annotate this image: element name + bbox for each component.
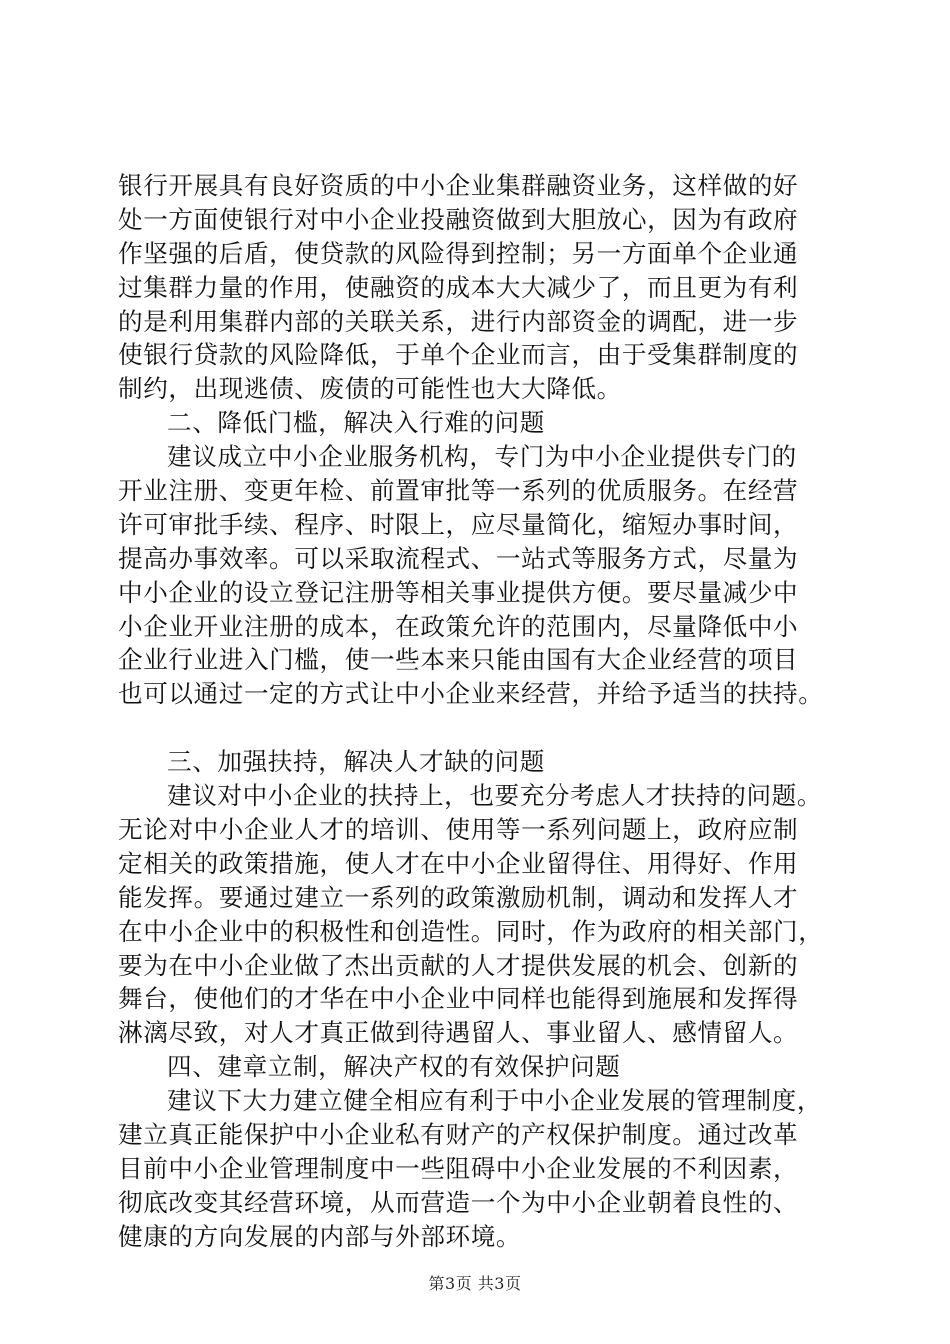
text-line: 无论对中小企业人才的培训、使用等一系列问题上，政府应制 <box>118 815 799 845</box>
text-line: 建议成立中小企业服务机构，专门为中小企业提供专门的 <box>167 442 797 472</box>
text-line: 作坚强的后盾，使贷款的风险得到控制；另一方面单个企业通 <box>118 238 799 268</box>
text-line: 彻底改变其经营环境，从而营造一个为中小企业朝着良性的、 <box>118 1187 799 1217</box>
text-line: 处一方面使银行对中小企业投融资做到大胆放心，因为有政府 <box>118 204 799 234</box>
text-line: 企业行业进入门槛，使一些本来只能由国有大企业经营的项目 <box>118 645 799 675</box>
section-heading-lower-threshold: 二、降低门槛，解决入行难的问题 <box>167 408 545 438</box>
text-line: 提高办事效率。可以采取流程式、一站式等服务方式，尽量为 <box>118 543 799 573</box>
text-line: 使银行贷款的风险降低，于单个企业而言，由于受集群制度的 <box>118 340 799 370</box>
text-line: 在中小企业中的积极性和创造性。同时，作为政府的相关部门， <box>118 916 824 946</box>
text-line: 建立真正能保护中小企业私有财产的产权保护制度。通过改革 <box>118 1120 799 1150</box>
text-line: 银行开展具有良好资质的中小企业集群融资业务，这样做的好 <box>118 171 799 200</box>
paragraph-spacer <box>118 711 838 745</box>
section-heading-property-protection: 四、建章立制，解决产权的有效保护问题 <box>167 1052 621 1082</box>
text-line: 能发挥。要通过建立一系列的政策激励机制，调动和发挥人才 <box>118 882 799 912</box>
text-line: 建议下大力建立健全相应有利于中小企业发展的管理制度， <box>167 1086 823 1116</box>
document-body <box>118 169 838 1254</box>
text-line: 要为在中小企业做了杰出贡献的人才提供发展的机会、创新的 <box>118 950 799 980</box>
text-line: 开业注册、变更年检、前置审批等一系列的优质服务。在经营 <box>118 476 799 506</box>
paragraph-service-agency <box>118 440 838 711</box>
text-line: 建议对中小企业的扶持上，也要充分考虑人才扶持的问题。 <box>167 781 823 811</box>
text-line: 也可以通过一定的方式让中小企业来经营，并给予适当的扶持。 <box>118 679 824 709</box>
text-line: 过集群力量的作用，使融资的成本大大减少了，而且更为有利 <box>118 272 799 302</box>
text-line: 目前中小企业管理制度中一些阻碍中小企业发展的不利因素， <box>118 1153 799 1183</box>
text-line: 健康的方向发展的内部与外部环境。 <box>118 1221 522 1251</box>
text-line: 舞台，使他们的才华在中小企业中同样也能得到施展和发挥得 <box>118 984 799 1014</box>
page-footer <box>0 1274 950 1294</box>
text-line: 中小企业的设立登记注册等相关事业提供方便。要尽量减少中 <box>118 577 799 607</box>
text-line: 小企业开业注册的成本，在政策允许的范围内，尽量降低中小 <box>118 611 799 641</box>
paragraph-property-protection <box>118 1084 838 1253</box>
text-line: 的是利用集群内部的关联关系，进行内部资金的调配，进一步 <box>118 306 799 336</box>
paragraph-talent-support <box>118 779 838 1050</box>
text-line: 定相关的政策措施，使人才在中小企业留得住、用得好、作用 <box>118 848 799 878</box>
section-heading-talent-support: 三、加强扶持，解决人才缺的问题 <box>167 747 545 777</box>
text-line: 制约，出现逃债、废债的可能性也大大降低。 <box>118 374 622 404</box>
text-line: 淋漓尽致，对人才真正做到待遇留人、事业留人、感情留人。 <box>118 1018 799 1048</box>
text-line: 许可审批手续、程序、时限上，应尽量简化，缩短办事时间， <box>118 509 799 539</box>
page-number: 第3页 共3页 <box>428 1274 522 1293</box>
paragraph-bank-cluster-financing <box>118 169 838 406</box>
